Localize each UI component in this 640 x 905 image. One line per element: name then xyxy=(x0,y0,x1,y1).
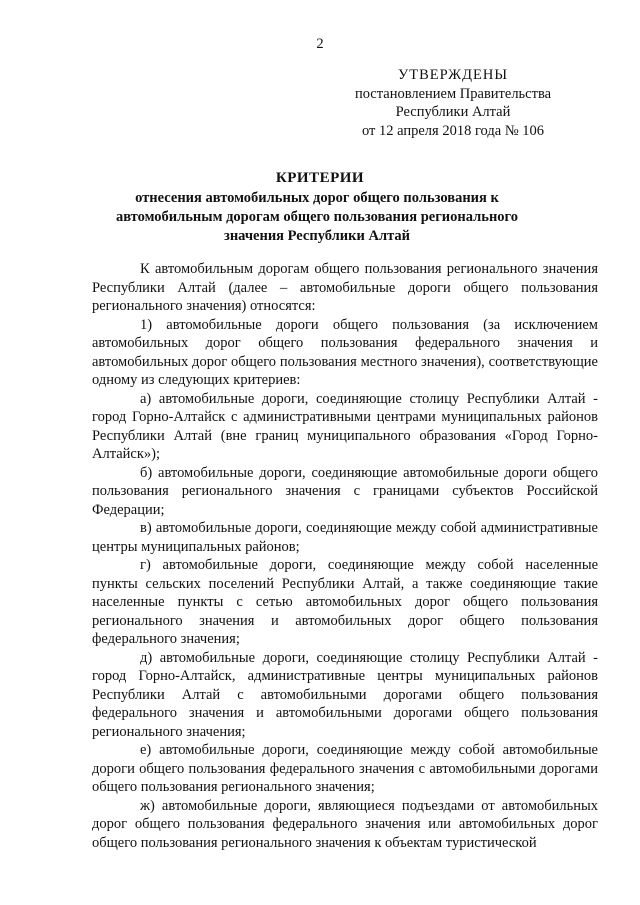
paragraph-zh: ж) автомобильные дороги, являющиеся подъездами от автомобильных дорог общего пользования федерального значения или автомобильных дорог общего пользования регионального значения к объектам туристической xyxy=(92,797,598,851)
approval-heading: УТВЕРЖДЕНЫ xyxy=(397,67,509,83)
paragraph-b: б) автомобильные дороги, соединяющие автомобильные дороги общего пользования регионального значения с границами субъектов Российской Федерации; xyxy=(92,464,598,518)
page-number: 2 xyxy=(316,36,324,52)
paragraph-d: д) автомобильные дороги, соединяющие столицу Республики Алтай - город Горно-Алтайск, административные центры муниципальных районов Республики Алтай с автомобильными дорогами общего пользования федерального значения и автомобильными дорогами общего пользования регионального значения; xyxy=(92,649,598,740)
approval-resolution: постановлением Правительства xyxy=(354,85,552,102)
document-title: КРИТЕРИИ xyxy=(275,170,365,186)
paragraph-intro: К автомобильным дорогам общего пользования регионального значения Республики Алтай (далее – автомобильные дороги общего пользования регионального значения) относятся: xyxy=(92,261,598,314)
paragraph-g: г) автомобильные дороги, соединяющие между собой населенные пункты сельских поселений Республики Алтай, а также соединяющие такие населенные пункты с сетью автомобильных дорог общего пользования регионального значения и автомобильных дорог общего пользования федерального значения; xyxy=(92,557,598,647)
paragraph-v: в) автомобильные дороги, соединяющие между собой административные центры муниципальных районов; xyxy=(92,520,598,555)
paragraph-e: е) автомобильные дороги, соединяющие между собой автомобильные дороги общего пользования федерального значения с автомобильными дорогами общего пользования регионального значения; xyxy=(92,742,598,795)
paragraph-1: 1) автомобильные дороги общего пользования (за исключением автомобильных дорог общего пользования федерального значения и автомобильных дорог общего пользования местного значения), соответствующие одному из следующих критериев: xyxy=(92,316,598,388)
document-body xyxy=(92,260,598,852)
document-subtitle: отнесения автомобильных дорог общего пользования к автомобильным дорогам общего пользования регионального значения Республики Алтай xyxy=(115,190,519,244)
approval-region: Республики Алтай xyxy=(395,104,511,120)
approval-block xyxy=(346,66,560,140)
approval-date: от 12 апреля 2018 года № 106 xyxy=(361,122,545,139)
paragraph-a: а) автомобильные дороги, соединяющие столицу Республики Алтай - город Горно-Алтайск с административными центрами муниципальных районов Республики Алтай (вне границ муниципального образования «Город Горно-Алтайск»); xyxy=(92,390,598,462)
